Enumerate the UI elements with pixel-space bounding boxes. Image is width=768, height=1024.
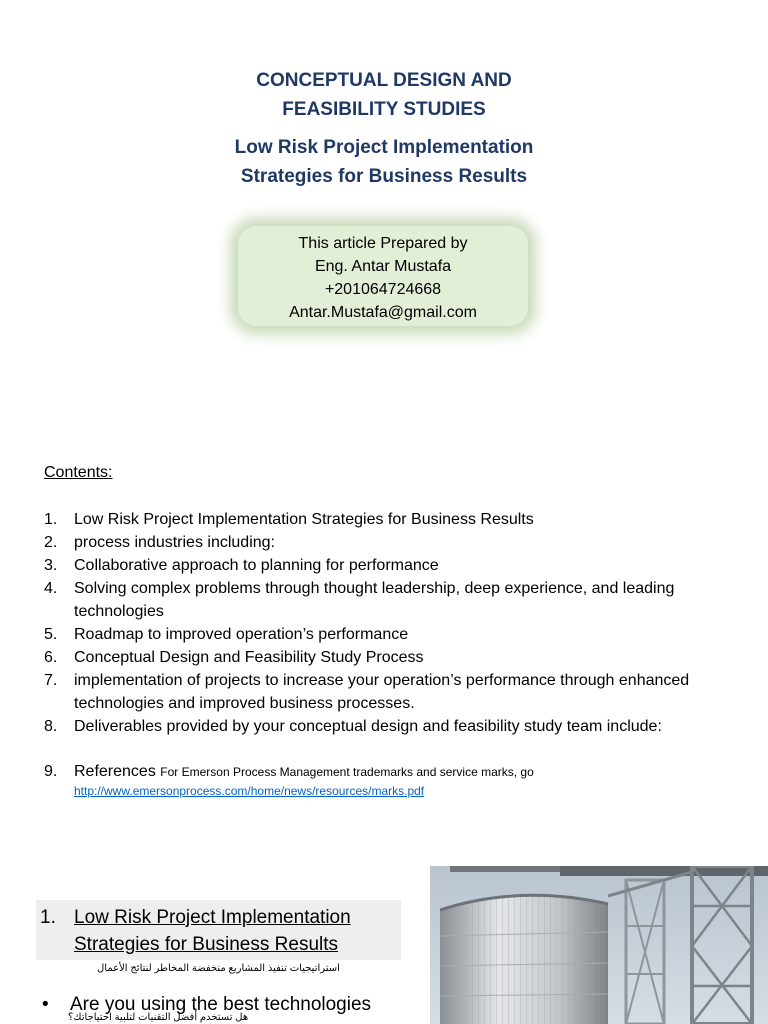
author-name: Eng. Antar Mustafa: [314, 258, 452, 275]
document-title: [0, 66, 768, 124]
item-text: process industries including:: [74, 534, 275, 551]
author-info: [238, 232, 528, 324]
document-subtitle: [0, 133, 768, 191]
title-line-1: CONCEPTUAL DESIGN AND: [256, 70, 512, 91]
item-number: 6.: [44, 649, 58, 666]
item-number: 2.: [44, 534, 58, 551]
item-text: Roadmap to improved operation’s performance: [74, 626, 409, 643]
item-number: 3.: [44, 557, 58, 574]
contents-item: [44, 577, 744, 623]
bullet-arabic-text: هل تستخدم أفضل التقنيات لتلبية احتياجاتك؟: [68, 1012, 249, 1023]
contents-item: [44, 646, 744, 669]
contents-heading: Contents:: [44, 464, 113, 481]
item-number: 8.: [44, 718, 58, 735]
references-item: [44, 762, 744, 800]
contents-item: [44, 554, 744, 577]
author-prepared-by: This article Prepared by: [298, 235, 468, 252]
subtitle-line-1: Low Risk Project Implementation: [234, 137, 534, 158]
references-label: References: [74, 763, 156, 780]
contents-list: [44, 508, 744, 738]
author-email: Antar.Mustafa@gmail.com: [289, 304, 477, 321]
item-number: 9.: [44, 763, 58, 780]
item-number: 7.: [44, 672, 58, 689]
title-line-2: FEASIBILITY STUDIES: [282, 99, 486, 120]
references-link[interactable]: http://www.emersonprocess.com/home/news/resources/marks.pdf: [74, 784, 425, 798]
contents-item: [44, 715, 744, 738]
bullet-text: Are you using the best technologies: [70, 994, 372, 1015]
bullet-icon: •: [42, 994, 49, 1015]
item-text: Low Risk Project Implementation Strategies for Business Results: [74, 511, 534, 528]
contents-item: [44, 669, 744, 715]
contents-item: [44, 508, 744, 531]
item-text: Collaborative approach to planning for performance: [74, 557, 439, 574]
item-text: implementation of projects to increase your operation’s performance through enhanced technologies and improved business processes.: [74, 672, 690, 712]
section-title: Low Risk Project Implementation Strategies for Business Results: [74, 907, 351, 955]
item-number: 1.: [44, 511, 58, 528]
item-number: 4.: [44, 580, 58, 597]
item-text: Deliverables provided by your conceptual design and feasibility study team include:: [74, 718, 662, 735]
references-note: For Emerson Process Management trademarks and service marks, go: [160, 765, 534, 779]
subtitle-line-2: Strategies for Business Results: [240, 166, 528, 187]
item-text: Solving complex problems through thought leadership, deep experience, and leading technologies: [74, 580, 675, 620]
item-number: 5.: [44, 626, 58, 643]
contents-item: [44, 531, 744, 554]
contents-item: [44, 623, 744, 646]
industrial-silo-photo: [430, 866, 768, 1024]
section-number: 1.: [40, 907, 56, 928]
author-phone: +201064724668: [324, 281, 442, 298]
section-arabic-subtitle: استراتيجيات تنفيذ المشاريع منخفضة المخاطر لنتائج الأعمال: [97, 963, 340, 974]
item-text: Conceptual Design and Feasibility Study Process: [74, 649, 424, 666]
